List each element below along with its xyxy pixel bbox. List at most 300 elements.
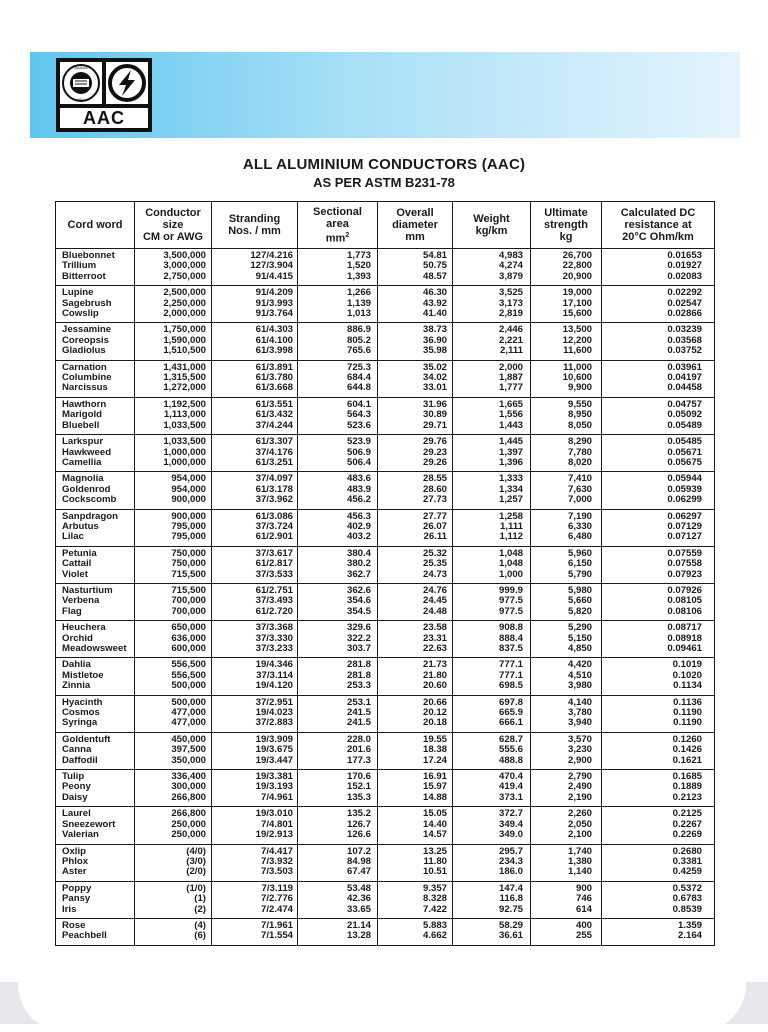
- cell-value: 805.2: [346, 334, 371, 346]
- col-header-line: Nos. / mm: [228, 225, 281, 237]
- cell-value: (2): [194, 903, 206, 915]
- cell-value: 1,140: [567, 866, 592, 878]
- table-row-group: [56, 695, 715, 732]
- cell-value: 186.0: [498, 866, 523, 878]
- cell-value: 750,000: [171, 558, 206, 570]
- cell-value: 0.05671: [667, 446, 702, 458]
- cell-value: 9,900: [567, 382, 592, 394]
- col-header-line: 20°C Ohm/km: [622, 231, 694, 243]
- cell-value: 7/3.932: [260, 855, 293, 867]
- cell-value: Sneezewort: [62, 818, 116, 830]
- cell-value: 698.5: [498, 680, 523, 692]
- cell-value: 795,000: [171, 531, 206, 543]
- cell-value: 450,000: [171, 733, 206, 745]
- table-cell-weight: [453, 286, 531, 323]
- cell-value: 50.75: [422, 260, 447, 272]
- cell-value: 1,773: [346, 250, 371, 261]
- cell-value: 0.08918: [667, 632, 702, 644]
- cell-value: 24.48: [422, 605, 447, 617]
- table-cell-weight: [453, 881, 531, 918]
- cell-value: 0.1889: [672, 781, 702, 793]
- table-cell-conductor-size: [135, 844, 212, 881]
- cell-value: 700,000: [171, 605, 206, 617]
- cell-value: 3,173: [498, 297, 523, 309]
- cell-value: Laurel: [62, 808, 91, 820]
- cell-value: 1,396: [498, 456, 523, 468]
- cell-value: Poppy: [62, 882, 92, 894]
- cell-value: 650,000: [171, 622, 206, 634]
- cell-value: 19,000: [562, 287, 592, 299]
- cell-value: 700,000: [171, 595, 206, 607]
- cell-value: 61/3.251: [255, 456, 293, 468]
- table-cell-stranding: [212, 509, 298, 546]
- cell-value: 0.1190: [673, 717, 702, 729]
- table-cell-conductor-size: [135, 583, 212, 620]
- table-cell-stranding: [212, 732, 298, 769]
- cell-value: Lupine: [62, 287, 94, 299]
- cell-value: 30.89: [422, 409, 447, 421]
- cell-value: 281.8: [346, 669, 371, 681]
- table-row-group: [56, 732, 715, 769]
- cell-value: 1,887: [498, 372, 523, 384]
- cell-value: 1,590,000: [163, 334, 206, 346]
- table-cell-stranding: [212, 918, 298, 945]
- cell-value: Zinnia: [62, 680, 91, 692]
- cell-value: 10.51: [422, 866, 447, 878]
- cell-value: 7,780: [567, 446, 592, 458]
- cell-value: 0.03752: [667, 345, 702, 357]
- cell-value: 1,334: [498, 483, 523, 495]
- table-cell-cord-word: [56, 732, 135, 769]
- cell-value: 765.6: [346, 345, 371, 357]
- cell-value: 1,266: [346, 287, 371, 299]
- cell-value: 555.6: [498, 744, 523, 756]
- col-header-line: Overall: [396, 207, 434, 219]
- cell-value: 15.97: [422, 781, 447, 793]
- cell-value: 715,500: [171, 568, 206, 580]
- cell-value: 253.3: [346, 680, 371, 692]
- cell-value: 777.1: [498, 659, 523, 671]
- cell-value: 28.55: [422, 473, 447, 485]
- table-cell-weight: [453, 397, 531, 434]
- table-cell-dc-resistance: [602, 472, 715, 509]
- table-cell-dc-resistance: [602, 360, 715, 397]
- table-cell-conductor-size: [135, 881, 212, 918]
- cell-value: 2,446: [498, 324, 523, 336]
- cell-value: 135.3: [346, 791, 371, 803]
- col-header-line: strength: [544, 219, 588, 231]
- cell-value: 26.07: [422, 520, 447, 532]
- emblem-seal-icon: [60, 62, 102, 104]
- table-cell-ultimate-strength: [531, 249, 602, 286]
- cell-value: 0.04197: [667, 372, 702, 384]
- cell-value: 24.45: [422, 595, 447, 607]
- table-cell-sectional-area: [298, 844, 378, 881]
- cell-value: 350,000: [171, 754, 206, 766]
- cell-value: 4,140: [567, 696, 592, 708]
- table-cell-ultimate-strength: [531, 509, 602, 546]
- cell-value: Peony: [62, 781, 91, 793]
- cell-value: Hawkweed: [62, 446, 112, 458]
- cell-value: 977.5: [498, 595, 523, 607]
- cell-value: 3,940: [567, 717, 592, 729]
- cell-value: 37/3.493: [255, 595, 293, 607]
- cell-value: Marigold: [62, 409, 102, 421]
- cell-value: Magnolia: [62, 473, 104, 485]
- cell-value: 1,520: [346, 260, 371, 272]
- cell-value: 8,050: [567, 419, 592, 431]
- emblem-top-text: AAAAA: [74, 65, 88, 70]
- cell-value: 0.02866: [667, 308, 702, 320]
- cell-value: 644.8: [346, 382, 371, 394]
- cell-value: 29.23: [422, 446, 447, 458]
- cell-value: 7/3.119: [261, 882, 293, 894]
- cell-value: 0.3381: [672, 855, 702, 867]
- cell-value: 0.04757: [667, 398, 702, 410]
- table-cell-stranding: [212, 360, 298, 397]
- cell-value: 2,900: [567, 754, 592, 766]
- cell-value: Tulip: [62, 771, 85, 783]
- table-cell-ultimate-strength: [531, 844, 602, 881]
- cell-value: 7.422: [422, 903, 447, 915]
- col-header-line: $mm^2$: [325, 231, 350, 245]
- cell-value: 2,221: [498, 334, 523, 346]
- cell-value: 1,443: [498, 419, 523, 431]
- cell-value: 29.76: [422, 436, 447, 448]
- col-header-ultimate-strength: [531, 202, 602, 249]
- cell-value: 43.92: [422, 297, 447, 309]
- cell-value: 483.9: [346, 483, 371, 495]
- cell-value: 34.02: [422, 372, 447, 384]
- cell-value: Iris: [62, 903, 77, 915]
- cell-value: 37/3.114: [256, 669, 293, 681]
- cell-value: 29.71: [422, 419, 447, 431]
- cell-value: 5,980: [567, 584, 592, 596]
- cell-value: Orchid: [62, 632, 93, 644]
- cell-value: 61/3.780: [255, 372, 293, 384]
- cell-value: 107.2: [346, 845, 371, 857]
- cell-value: 697.8: [498, 696, 523, 708]
- table-row-group: [56, 323, 715, 360]
- cell-value: 380.2: [346, 558, 371, 570]
- cell-value: 91/3.993: [255, 297, 293, 309]
- cell-value: Phlox: [62, 855, 89, 867]
- cell-value: 0.07559: [667, 547, 702, 559]
- cell-value: 18.38: [422, 744, 447, 756]
- cell-value: 126.7: [346, 818, 371, 830]
- cell-value: 900,000: [171, 510, 206, 522]
- cell-value: 281.8: [346, 659, 371, 671]
- cell-value: 37/4.244: [255, 419, 293, 431]
- cell-value: 0.05489: [667, 419, 702, 431]
- table-row-group: [56, 397, 715, 434]
- col-header-line: kg/km: [475, 225, 508, 237]
- cell-value: Oxlip: [62, 845, 86, 857]
- table-cell-cord-word: [56, 770, 135, 807]
- cell-value: 19/3.193: [255, 781, 293, 793]
- cell-value: 11.80: [423, 855, 447, 867]
- cell-value: 483.6: [346, 473, 371, 485]
- table-cell-stranding: [212, 881, 298, 918]
- cell-value: 1,033,500: [163, 419, 206, 431]
- cell-value: 1,777: [498, 382, 523, 394]
- cell-value: 0.08105: [667, 595, 702, 607]
- table-cell-stranding: [212, 621, 298, 658]
- cell-value: 228.0: [346, 733, 371, 745]
- cell-value: Sanpdragon: [62, 510, 118, 522]
- cell-value: Jessamine: [62, 324, 112, 336]
- cell-value: 2,750,000: [163, 270, 206, 282]
- cell-value: 795,000: [171, 520, 206, 532]
- cell-value: 2,250,000: [163, 297, 206, 309]
- cell-value: 1.359: [677, 919, 702, 931]
- table-cell-stranding: [212, 286, 298, 323]
- cell-value: 1,048: [498, 547, 523, 559]
- cell-value: 11,600: [563, 345, 592, 357]
- table-cell-conductor-size: [135, 546, 212, 583]
- cell-value: 2,490: [567, 781, 592, 793]
- cell-value: 48.57: [422, 270, 447, 282]
- cell-value: 5,660: [567, 595, 592, 607]
- cell-value: 0.2123: [672, 791, 702, 803]
- table-cell-overall-diameter: [378, 695, 453, 732]
- table-cell-ultimate-strength: [531, 546, 602, 583]
- cell-value: Petunia: [62, 547, 97, 559]
- cell-value: Gladiolus: [62, 345, 106, 357]
- cell-value: 11,000: [563, 361, 592, 373]
- cell-value: 1,000,000: [163, 456, 206, 468]
- col-header-line: size: [162, 219, 184, 231]
- cell-value: 2,190: [567, 791, 592, 803]
- cell-value: 954,000: [171, 473, 206, 485]
- table-cell-stranding: [212, 583, 298, 620]
- table-cell-dc-resistance: [602, 583, 715, 620]
- cell-value: 500,000: [171, 696, 206, 708]
- table-cell-cord-word: [56, 323, 135, 360]
- cell-value: Arbutus: [62, 520, 99, 532]
- cell-value: 19/3.447: [255, 754, 293, 766]
- cell-value: 336,400: [171, 771, 206, 783]
- table-cell-overall-diameter: [378, 807, 453, 844]
- cell-value: 15,600: [562, 308, 592, 320]
- cell-value: 5,960: [567, 547, 592, 559]
- cell-value: 0.03568: [667, 334, 702, 346]
- cell-value: 61/2.720: [255, 605, 293, 617]
- cell-value: 250,000: [171, 829, 206, 841]
- table-cell-sectional-area: [298, 286, 378, 323]
- cell-value: 0.06299: [667, 494, 702, 506]
- cell-value: 1,556: [498, 409, 523, 421]
- cell-value: 0.5372: [672, 882, 702, 894]
- cell-value: 2,050: [567, 818, 592, 830]
- cell-value: 3,879: [498, 270, 523, 282]
- table-cell-dc-resistance: [602, 658, 715, 695]
- cell-value: Syringa: [62, 717, 98, 729]
- cell-value: 0.07129: [667, 520, 702, 532]
- table-cell-sectional-area: [298, 695, 378, 732]
- cell-value: Peachbell: [62, 930, 107, 942]
- col-header-superscript: 2: [345, 231, 350, 239]
- table-cell-overall-diameter: [378, 472, 453, 509]
- cell-value: 234.3: [498, 855, 523, 867]
- cell-value: 33.65: [346, 903, 371, 915]
- cell-value: 8,290: [567, 436, 592, 448]
- table-cell-cord-word: [56, 509, 135, 546]
- col-header-line: Calculated DC: [620, 207, 696, 219]
- cell-value: Verbena: [62, 595, 100, 607]
- table-cell-conductor-size: [135, 695, 212, 732]
- table-cell-cord-word: [56, 918, 135, 945]
- cell-value: Cosmos: [62, 707, 100, 719]
- cell-value: Cattail: [62, 558, 92, 570]
- cell-value: 362.6: [346, 584, 371, 596]
- table-cell-dc-resistance: [602, 770, 715, 807]
- cell-value: 1,431,000: [163, 361, 206, 373]
- table-cell-conductor-size: [135, 658, 212, 695]
- cell-value: 0.1426: [672, 744, 702, 756]
- col-header-line: Conductor: [145, 207, 201, 219]
- cell-value: 255: [575, 930, 592, 942]
- cell-value: 61/4.100: [255, 334, 293, 346]
- cell-value: 7/2.474: [260, 903, 293, 915]
- table-cell-sectional-area: [298, 472, 378, 509]
- table-cell-cord-word: [56, 397, 135, 434]
- cell-value: 1,272,000: [163, 382, 206, 394]
- cell-value: 373.1: [498, 791, 523, 803]
- table-row-group: [56, 658, 715, 695]
- col-header-line: Sectional: [313, 205, 362, 218]
- cell-value: Flag: [62, 605, 82, 617]
- cell-value: 1,665: [498, 398, 523, 410]
- table-cell-weight: [453, 844, 531, 881]
- cell-value: 24.76: [422, 584, 447, 596]
- cell-value: 0.05944: [667, 473, 702, 485]
- page-subtitle: AS PER ASTM B231-78: [313, 175, 455, 190]
- cell-value: 5,150: [567, 632, 592, 644]
- cell-value: 0.05675: [667, 456, 702, 468]
- col-header-line: Stranding: [228, 213, 281, 225]
- cell-value: 17.24: [422, 754, 447, 766]
- cell-value: 2,260: [567, 808, 592, 820]
- table-cell-weight: [453, 546, 531, 583]
- cell-value: 37/3.233: [255, 643, 293, 654]
- cell-value: 35.02: [422, 361, 447, 373]
- table-row-group: [56, 360, 715, 397]
- table-cell-sectional-area: [298, 658, 378, 695]
- cell-value: 67.47: [346, 866, 371, 878]
- cell-value: 46.30: [422, 287, 447, 299]
- cell-value: 1,333: [498, 473, 523, 485]
- table-cell-ultimate-strength: [531, 360, 602, 397]
- cell-value: 253.1: [346, 696, 371, 708]
- cell-value: 21.14: [346, 919, 371, 931]
- cell-value: 4,850: [567, 643, 592, 654]
- lightning-bolt-icon: [106, 62, 148, 104]
- cell-value: (4): [194, 919, 206, 931]
- cell-value: 37/4.097: [255, 473, 293, 485]
- cell-value: 6,480: [567, 531, 592, 543]
- table-cell-ultimate-strength: [531, 323, 602, 360]
- cell-value: 19/3.675: [255, 744, 293, 756]
- table-cell-sectional-area: [298, 323, 378, 360]
- cell-value: 0.05485: [667, 436, 702, 448]
- table-cell-dc-resistance: [602, 918, 715, 945]
- col-header-sectional-area: [298, 202, 378, 249]
- cell-value: 523.9: [346, 436, 371, 448]
- table-row-group: [56, 583, 715, 620]
- table-cell-sectional-area: [298, 546, 378, 583]
- table-cell-dc-resistance: [602, 621, 715, 658]
- cell-value: 900,000: [171, 494, 206, 506]
- cell-value: 27.77: [422, 510, 447, 522]
- cell-value: 21.80: [422, 669, 447, 681]
- cell-value: 58.29: [498, 919, 523, 931]
- cell-value: 900: [575, 882, 592, 894]
- cell-value: 477,000: [171, 717, 206, 729]
- cell-value: 1,000,000: [163, 446, 206, 458]
- cell-value: 4,510: [567, 669, 592, 681]
- table-cell-conductor-size: [135, 249, 212, 286]
- cell-value: Hawthorn: [62, 398, 107, 410]
- table-cell-cord-word: [56, 435, 135, 472]
- cell-value: 0.07926: [667, 584, 702, 596]
- cell-value: 7/1.961: [260, 919, 293, 931]
- cell-value: 17,100: [562, 297, 592, 309]
- cell-value: Carnation: [62, 361, 107, 373]
- table-cell-overall-diameter: [378, 918, 453, 945]
- cell-value: 5,290: [567, 622, 592, 634]
- cell-value: 61/3.551: [255, 398, 293, 410]
- table-cell-ultimate-strength: [531, 583, 602, 620]
- cell-value: 999.9: [498, 584, 523, 596]
- cell-value: 19/3.909: [255, 733, 293, 745]
- cell-value: 1,192,500: [163, 398, 206, 410]
- cell-value: 12,200: [562, 334, 592, 346]
- cell-value: 61/3.998: [255, 345, 293, 357]
- cell-value: 0.01653: [667, 250, 702, 261]
- cell-value: 23.58: [422, 622, 447, 634]
- col-header-overall-diameter: [378, 202, 453, 249]
- cell-value: Dahlia: [62, 659, 91, 671]
- table-cell-overall-diameter: [378, 546, 453, 583]
- table-row-group: [56, 286, 715, 323]
- table-cell-overall-diameter: [378, 621, 453, 658]
- cell-value: 23.31: [422, 632, 447, 644]
- cell-value: 7/4.961: [260, 791, 293, 803]
- cell-value: Columbine: [62, 372, 112, 384]
- cell-value: 523.6: [346, 419, 371, 431]
- cell-value: 126.6: [346, 829, 371, 841]
- cell-value: 0.08106: [667, 605, 702, 617]
- cell-value: 19/4.120: [255, 680, 293, 692]
- cell-value: 54.81: [422, 250, 447, 261]
- cell-value: 322.2: [346, 632, 371, 644]
- col-header-line: resistance at: [624, 219, 692, 231]
- table-cell-ultimate-strength: [531, 807, 602, 844]
- cell-value: Heuchera: [62, 622, 106, 634]
- cell-value: 1,013: [346, 308, 371, 320]
- table-cell-sectional-area: [298, 509, 378, 546]
- cell-value: 0.08717: [667, 622, 702, 634]
- cell-value: 266,800: [171, 808, 206, 820]
- cell-value: 400: [575, 919, 592, 931]
- table-cell-weight: [453, 360, 531, 397]
- col-header-line: kg: [559, 231, 573, 243]
- table-cell-overall-diameter: [378, 583, 453, 620]
- cell-value: 372.7: [498, 808, 523, 820]
- cell-value: 3,500,000: [163, 250, 206, 261]
- table-cell-sectional-area: [298, 397, 378, 434]
